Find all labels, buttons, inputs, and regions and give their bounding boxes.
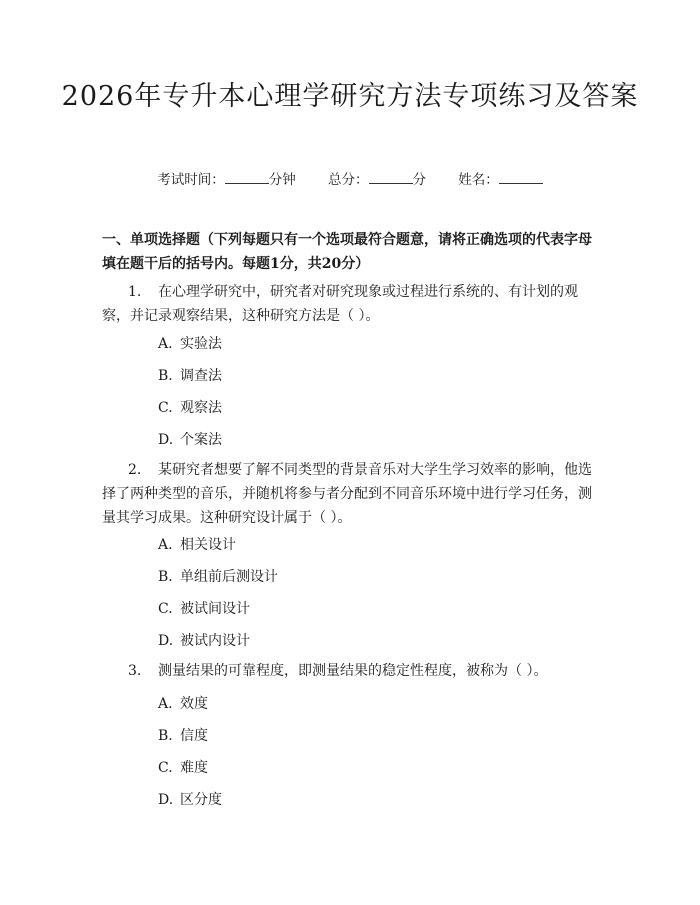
- option-2c: C. 被试间设计: [158, 601, 250, 617]
- question-2: [102, 458, 602, 530]
- question-3: [102, 659, 602, 683]
- question-text: 在心理学研究中，研究者对研究现象或过程进行系统的、有计划的观察，并记录观察结果，这种研究方法是（ ）。: [102, 284, 578, 324]
- option-1b: B. 调查法: [158, 368, 222, 384]
- exam-time-blank: [225, 171, 269, 184]
- student-name-label: 姓名：: [458, 172, 499, 188]
- total-score: [328, 168, 426, 188]
- exam-info-line: [0, 168, 700, 188]
- total-score-label: 总分：: [328, 172, 369, 188]
- exam-time-label: 考试时间：: [157, 172, 225, 188]
- option-2a: A. 相关设计: [158, 537, 236, 553]
- exam-time-unit: 分钟: [268, 172, 296, 188]
- option-3c: C. 难度: [158, 760, 208, 776]
- option-3b: B. 信度: [158, 728, 208, 744]
- total-score-unit: 分: [412, 172, 426, 188]
- option-2d: D. 被试内设计: [158, 633, 250, 649]
- option-1a: A. 实验法: [158, 336, 222, 352]
- question-number: 1.: [128, 284, 142, 300]
- question-text: 某研究者想要了解不同类型的背景音乐对大学生学习效率的影响，他选择了两种类型的音乐，并随机将参与者分配到不同音乐环境中进行学习任务，测量其学习成果。这种研究设计属于（ ）。: [102, 462, 592, 526]
- option-3d: D. 区分度: [158, 792, 222, 808]
- question-number: 2.: [128, 462, 142, 478]
- exam-time: [157, 168, 296, 188]
- option-1c: C. 观察法: [158, 400, 222, 416]
- option-1d: D. 个案法: [158, 432, 222, 448]
- option-2b: B. 单组前后测设计: [158, 569, 278, 585]
- question-number: 3.: [128, 663, 142, 679]
- student-name: [458, 168, 543, 188]
- document-title: 2026年专升本心理学研究方法专项练习及答案: [61, 81, 639, 112]
- total-score-blank: [369, 171, 413, 184]
- student-name-blank: [499, 171, 543, 184]
- section-heading: 一、单项选择题（下列每题只有一个选项最符合题意，请将正确选项的代表字母填在题干后的括号内。每题1分，共20分）: [102, 232, 592, 272]
- question-1: [102, 280, 602, 328]
- question-text: 测量结果的可靠程度，即测量结果的稳定性程度，被称为（ ）。: [158, 663, 548, 679]
- option-3a: A. 效度: [158, 696, 208, 712]
